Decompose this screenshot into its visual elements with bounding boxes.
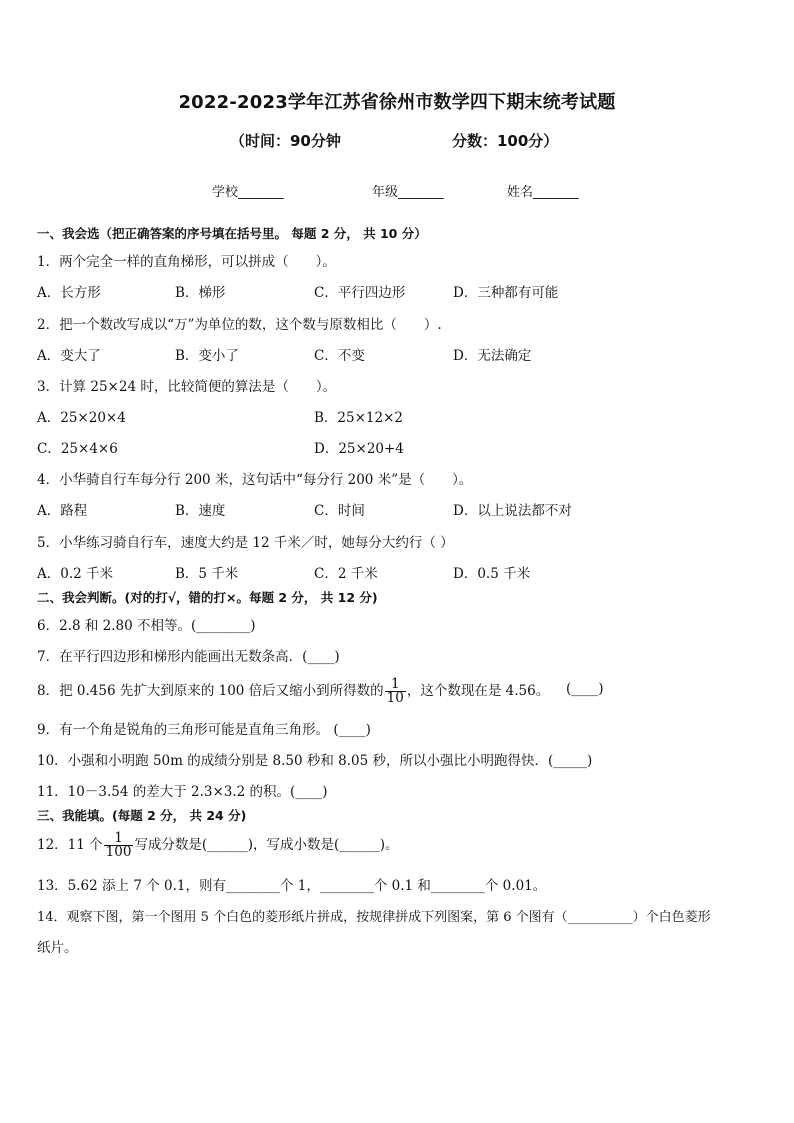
exam-time: （时间：90分钟 xyxy=(230,132,341,150)
q1-option-c: C．平行四边形 xyxy=(314,285,406,301)
exam-score: 分数：100分） xyxy=(452,132,559,150)
question-1: 1．两个完全一样的直角梯形，可以拼成（ ）。 xyxy=(37,254,336,270)
school-field: 学校_______ xyxy=(212,185,284,200)
question-2: 2．把一个数改写成以“万”为单位的数，这个数与原数相比（ ）. xyxy=(37,317,442,333)
q3-option-a: A．25×20×4 xyxy=(37,410,126,426)
question-3: 3．计算 25×24 时，比较简便的算法是（ ）。 xyxy=(37,379,337,395)
question-12-text: 12．11 个 xyxy=(37,837,103,853)
question-5: 5．小华练习骑自行车，速度大约是 12 千米／时，她每分大约行（ ） xyxy=(37,535,454,551)
q12-fraction xyxy=(104,829,134,860)
q4-option-b: B．速度 xyxy=(175,503,226,519)
q3-option-c: C．25×4×6 xyxy=(37,441,118,457)
q3-option-d: D．25×20+4 xyxy=(314,441,404,457)
question-12 xyxy=(37,827,399,863)
q3-option-b: B．25×12×2 xyxy=(314,410,403,426)
page-title: 2022-2023学年江苏省徐州市数学四下期末统考试题 xyxy=(178,92,616,113)
question-14-line-1: 14．观察下图，第一个图用 5 个白色的菱形纸片拼成，按规律拼成下列图案，第 6 个图有（__________）个白色菱形 xyxy=(37,910,711,925)
question-14-line-2: 纸片。 xyxy=(37,940,78,956)
q12-fraction-denominator: 100 xyxy=(105,844,132,860)
question-10: 10．小强和小明跑 50m 的成绩分别是 8.50 秒和 8.05 秒，所以小强比小明跑得快．(_____) xyxy=(37,753,593,769)
q8-fraction xyxy=(385,675,406,706)
question-7: 7．在平行四边形和梯形内能画出无数条高．(____) xyxy=(37,649,340,665)
q2-option-a: A．变大了 xyxy=(37,348,101,364)
question-6: 6．2.8 和 2.80 不相等。(________) xyxy=(37,618,256,634)
question-9: 9．有一个角是锐角的三角形可能是直角三角形。 (____) xyxy=(37,722,371,738)
question-11: 11．10－3.54 的差大于 2.3×3.2 的积。(____) xyxy=(37,784,328,800)
q5-option-d: D．0.5 千米 xyxy=(453,566,531,582)
name-field: 姓名_______ xyxy=(507,185,579,200)
q5-option-a: A．0.2 千米 xyxy=(37,566,114,582)
question-8-text-end: ，这个数现在是 4.56。 xyxy=(406,683,550,699)
question-8-text: 8．把 0.456 先扩大到原来的 100 倍后又缩小到所得数的 xyxy=(37,683,384,699)
question-4: 4．小华骑自行车每分行 200 米，这句话中“每分行 200 米”是（ ）。 xyxy=(37,472,473,488)
question-13: 13．5.62 添上 7 个 0.1，则有________个 1，________个 0.1 和________个 0.01。 xyxy=(37,878,547,894)
q2-option-d: D．无法确定 xyxy=(453,348,532,364)
grade-field: 年级_______ xyxy=(372,185,444,200)
q2-option-b: B．变小了 xyxy=(175,348,239,364)
q8-answer-blank: (____) xyxy=(566,681,604,697)
question-12-text-end: 写成分数是(______)，写成小数是(______)。 xyxy=(134,837,399,853)
question-8 xyxy=(37,673,549,709)
q5-option-b: B．5 千米 xyxy=(175,566,239,582)
q2-option-c: C．不变 xyxy=(314,348,365,364)
q12-fraction-numerator: 1 xyxy=(104,832,134,847)
q8-fraction-numerator: 1 xyxy=(385,678,406,693)
q4-option-c: C．时间 xyxy=(314,503,365,519)
section-2-heading: 二、我会判断。(对的打√，错的打×。每题 2 分， 共 12 分) xyxy=(37,590,378,605)
q8-fraction-denominator: 10 xyxy=(386,690,404,706)
q1-option-a: A．长方形 xyxy=(37,285,101,301)
q1-option-b: B．梯形 xyxy=(175,285,226,301)
q5-option-c: C．2 千米 xyxy=(314,566,378,582)
q4-option-a: A．路程 xyxy=(37,503,88,519)
section-1-heading: 一、我会选（把正确答案的序号填在括号里。 每题 2 分， 共 10 分） xyxy=(37,226,427,241)
q4-option-d: D．以上说法都不对 xyxy=(453,503,572,519)
q1-option-d: D．三种都有可能 xyxy=(453,285,559,301)
section-3-heading: 三、我能填。(每题 2 分， 共 24 分) xyxy=(37,808,247,823)
